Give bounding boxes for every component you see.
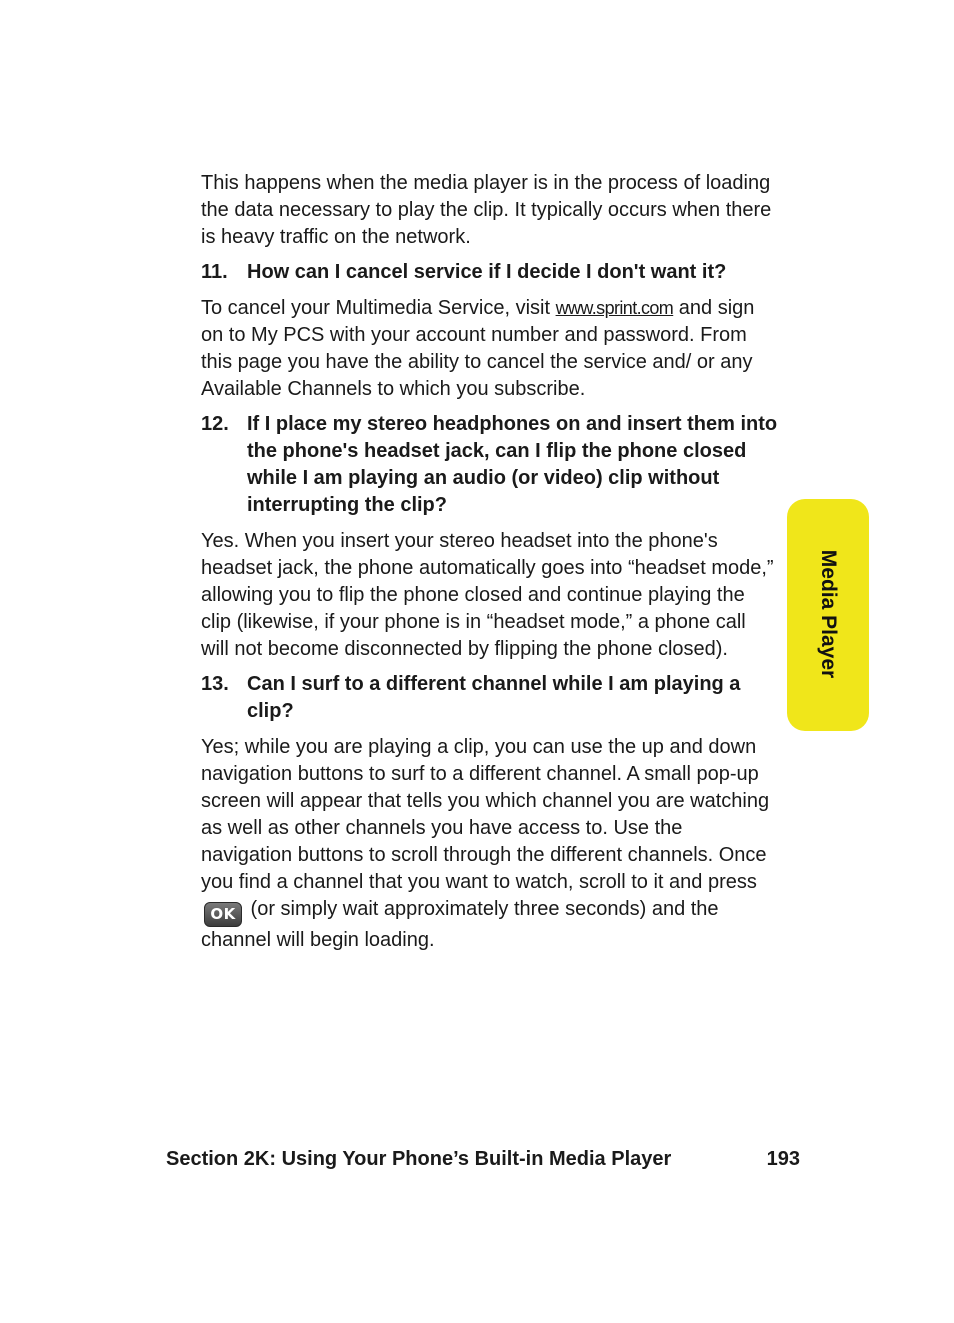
page-number: 193: [766, 1148, 800, 1170]
question-number: 11.: [201, 261, 228, 283]
sprint-link[interactable]: www.sprint.com: [555, 298, 674, 318]
question-text: Can I surf to a different channel while I am playing a clip?: [247, 673, 741, 722]
ok-key-icon: OK: [204, 902, 242, 927]
answer-text: (or simply wait approximately three seconds) and the channel will begin loading.: [201, 898, 719, 951]
footer-section-title: Section 2K: Using Your Phone’s Built-in Media Player: [166, 1148, 672, 1170]
section-tab-label: Media Player: [817, 549, 840, 679]
question-12: [201, 411, 779, 519]
answer-text: To cancel your Multimedia Service, visit: [201, 297, 556, 319]
question-text: If I place my stereo headphones on and insert them into the phone's headset jack, can I flip the phone closed while I am playing an audio (or video) clip without interrupting the clip?: [247, 413, 778, 516]
question-13: [201, 671, 779, 725]
answer-text: and sign on to My PCS with your account number and password. From this page you have the ability to cancel the service and/ or any Available Channels to which you subscribe.: [201, 297, 755, 400]
answer-text: Yes; while you are playing a clip, you can use the up and down navigation buttons to surf to a different channel. A small pop-up screen will appear that tells you which channel you are watching as well as other channels you have access to. Use the navigation buttons to scroll through the different channels. Once you find a channel that you want to watch, scroll to it and press: [201, 736, 770, 893]
question-text: How can I cancel service if I decide I don't want it?: [247, 261, 727, 283]
intro-paragraph: This happens when the media player is in the process of loading the data necessary to play the clip. It typically occurs when there is heavy traffic on the network.: [201, 172, 772, 248]
answer-12: Yes. When you insert your stereo headset into the phone's headset jack, the phone automatically goes into “headset mode,” allowing you to flip the phone closed and continue playing the clip (likewise, if your phone is in “headset mode,” a phone call will not become disconnected by flipping the phone closed).: [201, 530, 774, 660]
question-number: 13.: [201, 673, 229, 695]
question-11: [201, 259, 779, 286]
document-body: [201, 170, 779, 962]
answer-13: [201, 734, 779, 954]
answer-11: [201, 295, 779, 403]
question-number: 12.: [201, 413, 229, 435]
